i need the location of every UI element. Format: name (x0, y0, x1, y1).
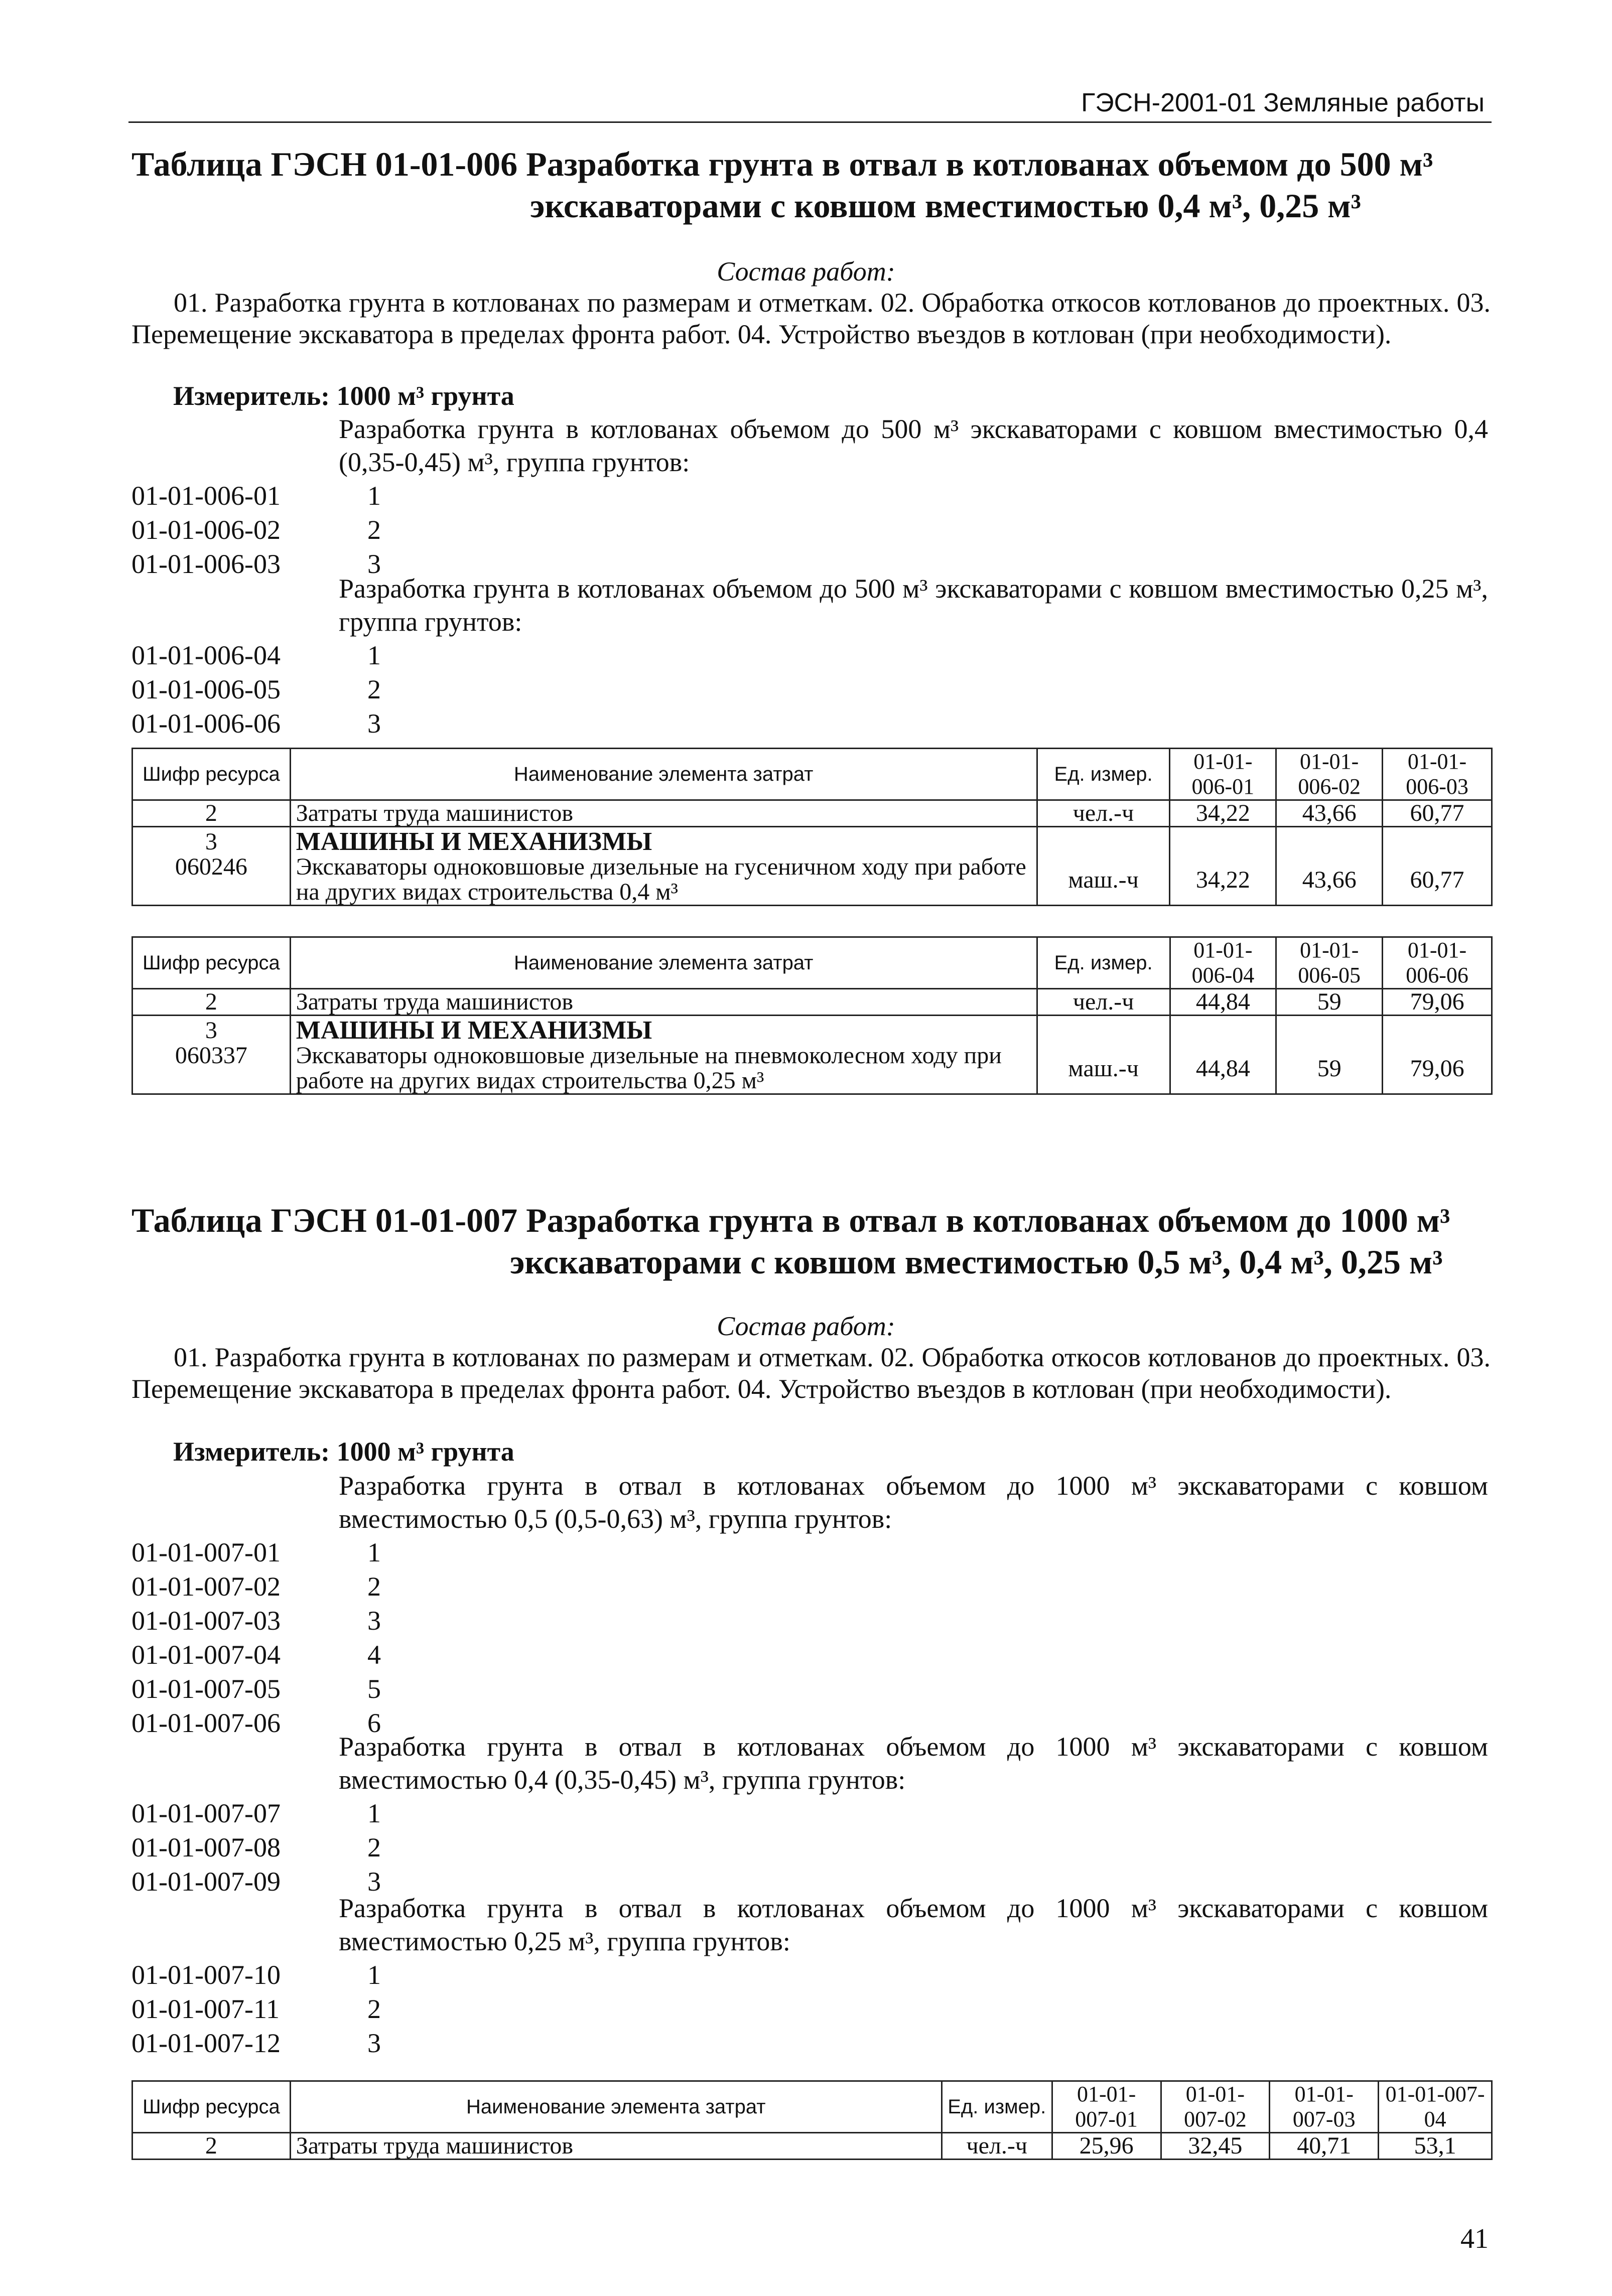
soil-group: 1 (367, 1960, 381, 1990)
code-row (131, 706, 428, 741)
resource-table-1 (131, 748, 1493, 906)
section1-sostav-text: 01. Разработка грунта в котлованах по размерам и отметкам. 02. Обработка откосов котлованов до проектных. 03. Перемещение экскаватора в пределах фронта работ. 04. Устройство въездов в котлован (при необходимости). (131, 288, 1491, 349)
soil-group: 2 (367, 1571, 381, 1602)
soil-group: 4 (367, 1640, 381, 1670)
code-row (131, 1535, 428, 1569)
code: 01-01-007-01 (131, 1537, 281, 1567)
col-header-code-2: 01-01-006-02 (1276, 749, 1383, 800)
code: 01-01-006-02 (131, 515, 281, 545)
soil-group: 3 (367, 708, 381, 739)
cell-name: Затраты труда машинистов (290, 2133, 942, 2160)
code-row (131, 513, 428, 547)
cell-code: 2 (132, 989, 291, 1016)
col-header-name: Наименование элемента затрат (290, 937, 1037, 989)
page-number: 41 (1460, 2223, 1489, 2254)
table-header-row (132, 2081, 1492, 2133)
cell-unit: чел.-ч (1037, 800, 1170, 827)
code: 01-01-006-03 (131, 549, 281, 579)
code-row (131, 672, 428, 706)
table-row (132, 800, 1492, 827)
code-row (131, 1958, 428, 1992)
cell-value: 34,22 (1170, 800, 1276, 827)
table-row (132, 2133, 1492, 2160)
table-header-row (132, 937, 1492, 989)
cell-code-group: 3 (205, 828, 217, 855)
cell-value: 60,77 (1383, 800, 1492, 827)
cell-value: 34,22 (1170, 827, 1276, 906)
section2-group3-desc: Разработка грунта в отвал в котлованах объемом до 1000 м³ экскаваторами с ковшом вместимостью 0,25 м³, группа грунтов: (339, 1893, 1488, 1956)
code: 01-01-007-05 (131, 1674, 281, 1704)
section1-sostav-label: Состав работ: (717, 256, 895, 286)
cell-value: 79,06 (1383, 1016, 1492, 1094)
section1-group1-desc: Разработка грунта в котлованах объемом до 500 м³ экскаваторами с ковшом вместимостью 0,4 (0,35-0,45) м³, группа грунтов: (339, 414, 1488, 477)
section1-title-line2: экскаваторами с ковшом вместимостью 0,4 м³, 0,25 м³ (530, 187, 1361, 225)
col-header-name: Наименование элемента затрат (290, 749, 1037, 800)
code-row (131, 1672, 428, 1706)
page-header (128, 88, 1492, 123)
code: 01-01-007-08 (131, 1832, 281, 1862)
cell-code (132, 1016, 291, 1094)
section1-group2-desc: Разработка грунта в котлованах объемом до 500 м³ экскаваторами с ковшом вместимостью 0,25 м³, группа грунтов: (339, 573, 1488, 637)
soil-group: 3 (367, 1606, 381, 1636)
section2-group2-codes (131, 1796, 428, 1899)
code: 01-01-007-10 (131, 1960, 281, 1990)
code: 01-01-007-03 (131, 1606, 281, 1636)
section1-measure: Измеритель: 1000 м³ грунта (173, 381, 514, 411)
code: 01-01-006-05 (131, 674, 281, 704)
section2-sostav-label: Состав работ: (717, 1311, 895, 1341)
cell-code (132, 827, 291, 906)
resource-name: Экскаваторы одноковшовые дизельные на гусеничном ходу при работе на других видах строительства 0,4 м³ (296, 853, 1026, 905)
table-row (132, 989, 1492, 1016)
col-header-code-1: 01-01-006-04 (1170, 937, 1276, 989)
code: 01-01-007-04 (131, 1640, 281, 1670)
soil-group: 5 (367, 1674, 381, 1704)
code-row (131, 2026, 428, 2060)
soil-group: 2 (367, 1832, 381, 1862)
col-header-code-4: 01-01-007-04 (1379, 2081, 1492, 2133)
cell-code-resource: 060246 (175, 853, 247, 880)
soil-group: 1 (367, 1798, 381, 1828)
code: 01-01-007-11 (131, 1994, 280, 2024)
cell-value: 59 (1276, 1016, 1383, 1094)
cell-code: 2 (132, 800, 291, 827)
cell-value: 43,66 (1276, 827, 1383, 906)
col-header-name: Наименование элемента затрат (290, 2081, 942, 2133)
section1-title-line1: Таблица ГЭСН 01-01-006 Разработка грунта в отвал в котлованах объемом до 500 м³ (131, 145, 1433, 183)
col-header-code-3: 01-01-007-03 (1270, 2081, 1379, 2133)
col-header-code: Шифр ресурса (132, 937, 291, 989)
resource-name: Экскаваторы одноковшовые дизельные на пневмоколесном ходу при работе на других видах строительства 0,25 м³ (296, 1042, 1002, 1094)
col-header-code-1: 01-01-007-01 (1052, 2081, 1161, 2133)
table-row (132, 1016, 1492, 1094)
col-header-code: Шифр ресурса (132, 749, 291, 800)
section1-group1-codes (131, 479, 428, 581)
code: 01-01-006-06 (131, 708, 281, 739)
cell-value: 60,77 (1383, 827, 1492, 906)
soil-group: 2 (367, 515, 381, 545)
code: 01-01-007-02 (131, 1571, 281, 1602)
soil-group: 1 (367, 1537, 381, 1567)
soil-group: 6 (367, 1708, 381, 1738)
cell-unit: маш.-ч (1037, 827, 1170, 906)
cell-code: 2 (132, 2133, 291, 2160)
cell-unit: маш.-ч (1037, 1016, 1170, 1094)
soil-group: 2 (367, 674, 381, 704)
col-header-code-3: 01-01-006-06 (1383, 937, 1492, 989)
code-row (131, 1796, 428, 1830)
cell-value: 25,96 (1052, 2133, 1161, 2160)
code: 01-01-007-06 (131, 1708, 281, 1738)
cell-unit: чел.-ч (1037, 989, 1170, 1016)
code-row (131, 479, 428, 513)
code: 01-01-006-01 (131, 481, 281, 511)
cell-code-group: 3 (205, 1017, 217, 1044)
cell-value: 43,66 (1276, 800, 1383, 827)
code-row (131, 1992, 428, 2026)
col-header-code-2: 01-01-007-02 (1161, 2081, 1270, 2133)
cell-value: 44,84 (1170, 1016, 1276, 1094)
cell-name: Затраты труда машинистов (290, 800, 1037, 827)
code-row (131, 1638, 428, 1672)
soil-group: 3 (367, 1867, 381, 1897)
header-title: ГЭСН-2001-01 Земляные работы (1081, 88, 1485, 117)
code: 01-01-007-09 (131, 1867, 281, 1897)
col-header-code-2: 01-01-006-05 (1276, 937, 1383, 989)
cell-name (290, 827, 1037, 906)
code: 01-01-007-12 (131, 2028, 281, 2058)
section2-title-line2: экскаваторами с ковшом вместимостью 0,5 м³, 0,4 м³, 0,25 м³ (510, 1243, 1443, 1281)
section2-measure: Измеритель: 1000 м³ грунта (173, 1437, 514, 1467)
code: 01-01-007-07 (131, 1798, 281, 1828)
code-row (131, 1604, 428, 1638)
col-header-code-3: 01-01-006-03 (1383, 749, 1492, 800)
col-header-unit: Ед. измер. (1037, 749, 1170, 800)
cell-unit: чел.-ч (942, 2133, 1052, 2160)
group-heading: МАШИНЫ И МЕХАНИЗМЫ (296, 827, 652, 856)
section2-title-line1: Таблица ГЭСН 01-01-007 Разработка грунта в отвал в котлованах объемом до 1000 м³ (131, 1201, 1450, 1239)
section2-group1-codes (131, 1535, 428, 1740)
cell-value: 79,06 (1383, 989, 1492, 1016)
table-row (132, 827, 1492, 906)
cell-value: 40,71 (1270, 2133, 1379, 2160)
section2-group1-desc: Разработка грунта в отвал в котлованах объемом до 1000 м³ экскаваторами с ковшом вместимостью 0,5 (0,5-0,63) м³, группа грунтов: (339, 1471, 1488, 1534)
soil-group: 3 (367, 549, 381, 579)
col-header-code: Шифр ресурса (132, 2081, 291, 2133)
col-header-unit: Ед. измер. (1037, 937, 1170, 989)
table-header-row (132, 749, 1492, 800)
soil-group: 3 (367, 2028, 381, 2058)
group-heading: МАШИНЫ И МЕХАНИЗМЫ (296, 1016, 652, 1045)
code: 01-01-006-04 (131, 640, 281, 670)
resource-table-2 (131, 936, 1493, 1095)
code-row (131, 1569, 428, 1604)
col-header-unit: Ед. измер. (942, 2081, 1052, 2133)
soil-group: 1 (367, 640, 381, 670)
cell-code-resource: 060337 (175, 1042, 247, 1069)
section2-group3-codes (131, 1958, 428, 2060)
cell-value: 44,84 (1170, 989, 1276, 1016)
col-header-code-1: 01-01-006-01 (1170, 749, 1276, 800)
resource-table-3 (131, 2080, 1493, 2160)
section1-group2-codes (131, 638, 428, 741)
soil-group: 2 (367, 1994, 381, 2024)
code-row (131, 638, 428, 672)
cell-value: 32,45 (1161, 2133, 1270, 2160)
code-row (131, 1830, 428, 1864)
section2-sostav-text: 01. Разработка грунта в котлованах по размерам и отметкам. 02. Обработка откосов котлованов до проектных. 03. Перемещение экскаватора в пределах фронта работ. 04. Устройство въездов в котлован (при необходимости). (131, 1342, 1491, 1404)
cell-value: 53,1 (1379, 2133, 1492, 2160)
section2-group2-desc: Разработка грунта в отвал в котлованах объемом до 1000 м³ экскаваторами с ковшом вместимостью 0,4 (0,35-0,45) м³, группа грунтов: (339, 1732, 1488, 1795)
cell-value: 59 (1276, 989, 1383, 1016)
cell-name (290, 1016, 1037, 1094)
cell-name: Затраты труда машинистов (290, 989, 1037, 1016)
soil-group: 1 (367, 481, 381, 511)
